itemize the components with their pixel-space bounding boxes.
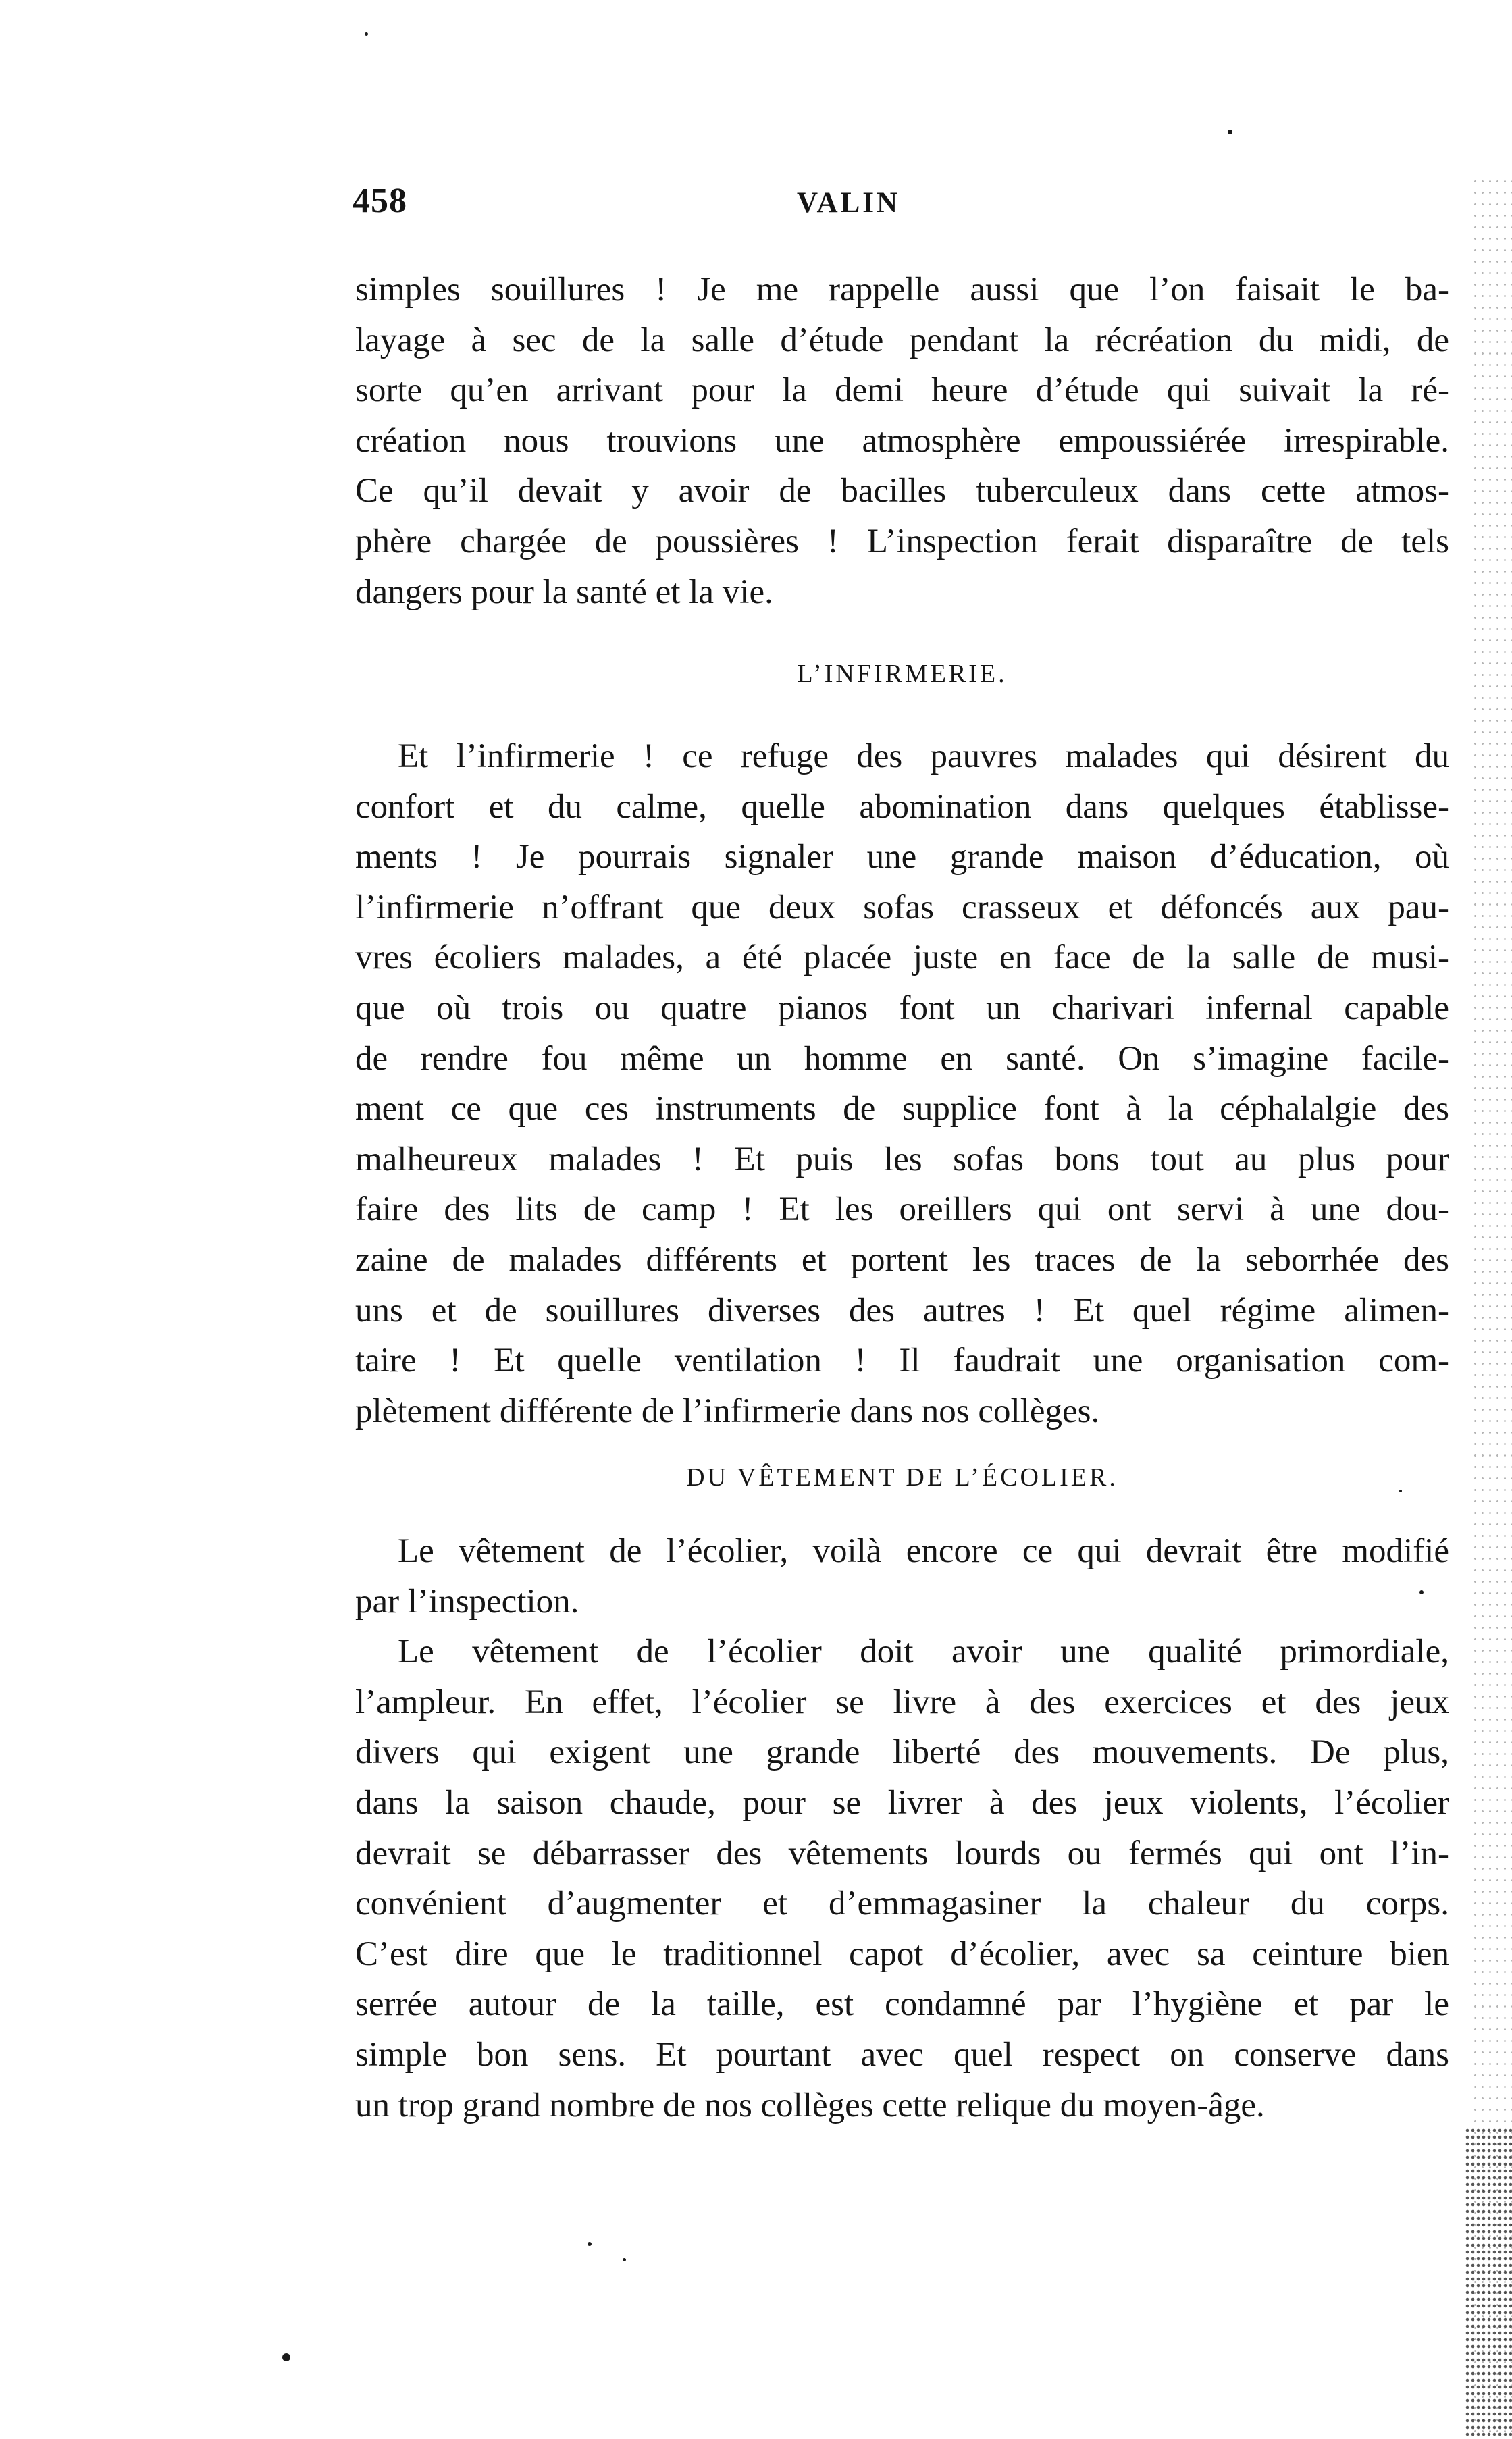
text-line: vres écoliers malades, a été placée juste en face de la salle de musi- <box>355 939 1449 977</box>
text-line: simple bon sens. Et pourtant avec quel respect on conserve dans <box>355 2035 1449 2074</box>
paragraph-infirmerie <box>355 731 1449 1436</box>
section-heading-vetement: DU VÊTEMENT DE L’ÉCOLIER. <box>686 1463 1118 1492</box>
paragraph-souillures <box>355 265 1449 617</box>
text-line: uns et de souillures diverses des autres ! Et quel régime alimen- <box>355 1291 1449 1330</box>
text-line: dangers pour la santé et la vie. <box>355 573 773 611</box>
text-line: simples souillures ! Je me rappelle aussi que l’on faisait le ba- <box>355 271 1449 309</box>
text-line: ment ce que ces instruments de supplice font à la céphalalgie des <box>355 1090 1449 1128</box>
scan-speck <box>623 2258 626 2261</box>
text-line: ments ! Je pourrais signaler une grande maison d’éducation, où <box>355 838 1449 876</box>
text-line: malheureux malades ! Et puis les sofas bons tout au plus pour <box>355 1140 1449 1178</box>
text-line: faire des lits de camp ! Et les oreillers qui ont servi à une dou- <box>355 1190 1449 1229</box>
text-line: que où trois ou quatre pianos font un charivari infernal capable <box>355 989 1449 1027</box>
running-head: VALIN <box>797 187 901 219</box>
text-line: zaine de malades différents et portent les traces de la seborrhée des <box>355 1240 1449 1279</box>
text-line: phère chargée de poussières ! L’inspection ferait disparaître de tels <box>355 522 1449 560</box>
scan-edge-noise <box>1471 176 1512 2438</box>
text-line: Ce qu’il devait y avoir de bacilles tuberculeux dans cette atmos- <box>355 472 1449 510</box>
text-line: devrait se débarrasser des vêtements lourds ou fermés qui ont l’in- <box>355 1834 1449 1872</box>
text-line: Le vêtement de l’écolier doit avoir une qualité primordiale, <box>398 1633 1449 1671</box>
scan-speck <box>282 2353 290 2361</box>
paragraph-vetement <box>355 1526 1449 2130</box>
text-line: sorte qu’en arrivant pour la demi heure d’étude qui suivait la ré- <box>355 371 1449 410</box>
text-line: taire ! Et quelle ventilation ! Il faudrait une organisation com- <box>355 1342 1449 1380</box>
scan-speck <box>1399 1490 1402 1492</box>
text-line: divers qui exigent une grande liberté des mouvements. De plus, <box>355 1733 1449 1772</box>
scan-edge-noise-dense <box>1465 2127 1512 2438</box>
text-line: dans la saison chaude, pour se livrer à des jeux violents, l’écolier <box>355 1783 1449 1822</box>
scan-speck <box>365 32 368 36</box>
text-line: création nous trouvions une atmosphère empoussiérée irrespirable. <box>355 421 1449 460</box>
text-line: serrée autour de la taille, est condamné par l’hygiène et par le <box>355 1985 1449 2024</box>
text-line: de rendre fou même un homme en santé. On s’imagine facile- <box>355 1039 1449 1078</box>
text-line: l’infirmerie n’offrant que deux sofas crasseux et défoncés aux pau- <box>355 888 1449 926</box>
text-line: confort et du calme, quelle abomination dans quelques établisse- <box>355 787 1449 826</box>
text-line: par l’inspection. <box>355 1582 579 1621</box>
page-number: 458 <box>353 182 407 220</box>
text-line: convénient d’augmenter et d’emmagasiner la chaleur du corps. <box>355 1885 1449 1923</box>
text-line: l’ampleur. En effet, l’écolier se livre à des exercices et des jeux <box>355 1683 1449 1721</box>
text-line: layage à sec de la salle d’étude pendant la récréation du midi, de <box>355 321 1449 359</box>
text-line: C’est dire que le traditionnel capot d’écolier, avec sa ceinture bien <box>355 1935 1449 1973</box>
scan-speck <box>588 2242 592 2246</box>
text-line: Le vêtement de l’écolier, voilà encore ce qui devrait être modifié <box>398 1532 1449 1570</box>
section-heading-infirmerie: L’INFIRMERIE. <box>797 660 1008 688</box>
scan-speck <box>1228 130 1232 134</box>
text-line: un trop grand nombre de nos collèges cette relique du moyen-âge. <box>355 2086 1265 2124</box>
scan-speck <box>1419 1590 1424 1594</box>
text-line: Et l’infirmerie ! ce refuge des pauvres malades qui désirent du <box>398 737 1449 775</box>
text-line: plètement différente de l’infirmerie dans nos collèges. <box>355 1392 1100 1430</box>
